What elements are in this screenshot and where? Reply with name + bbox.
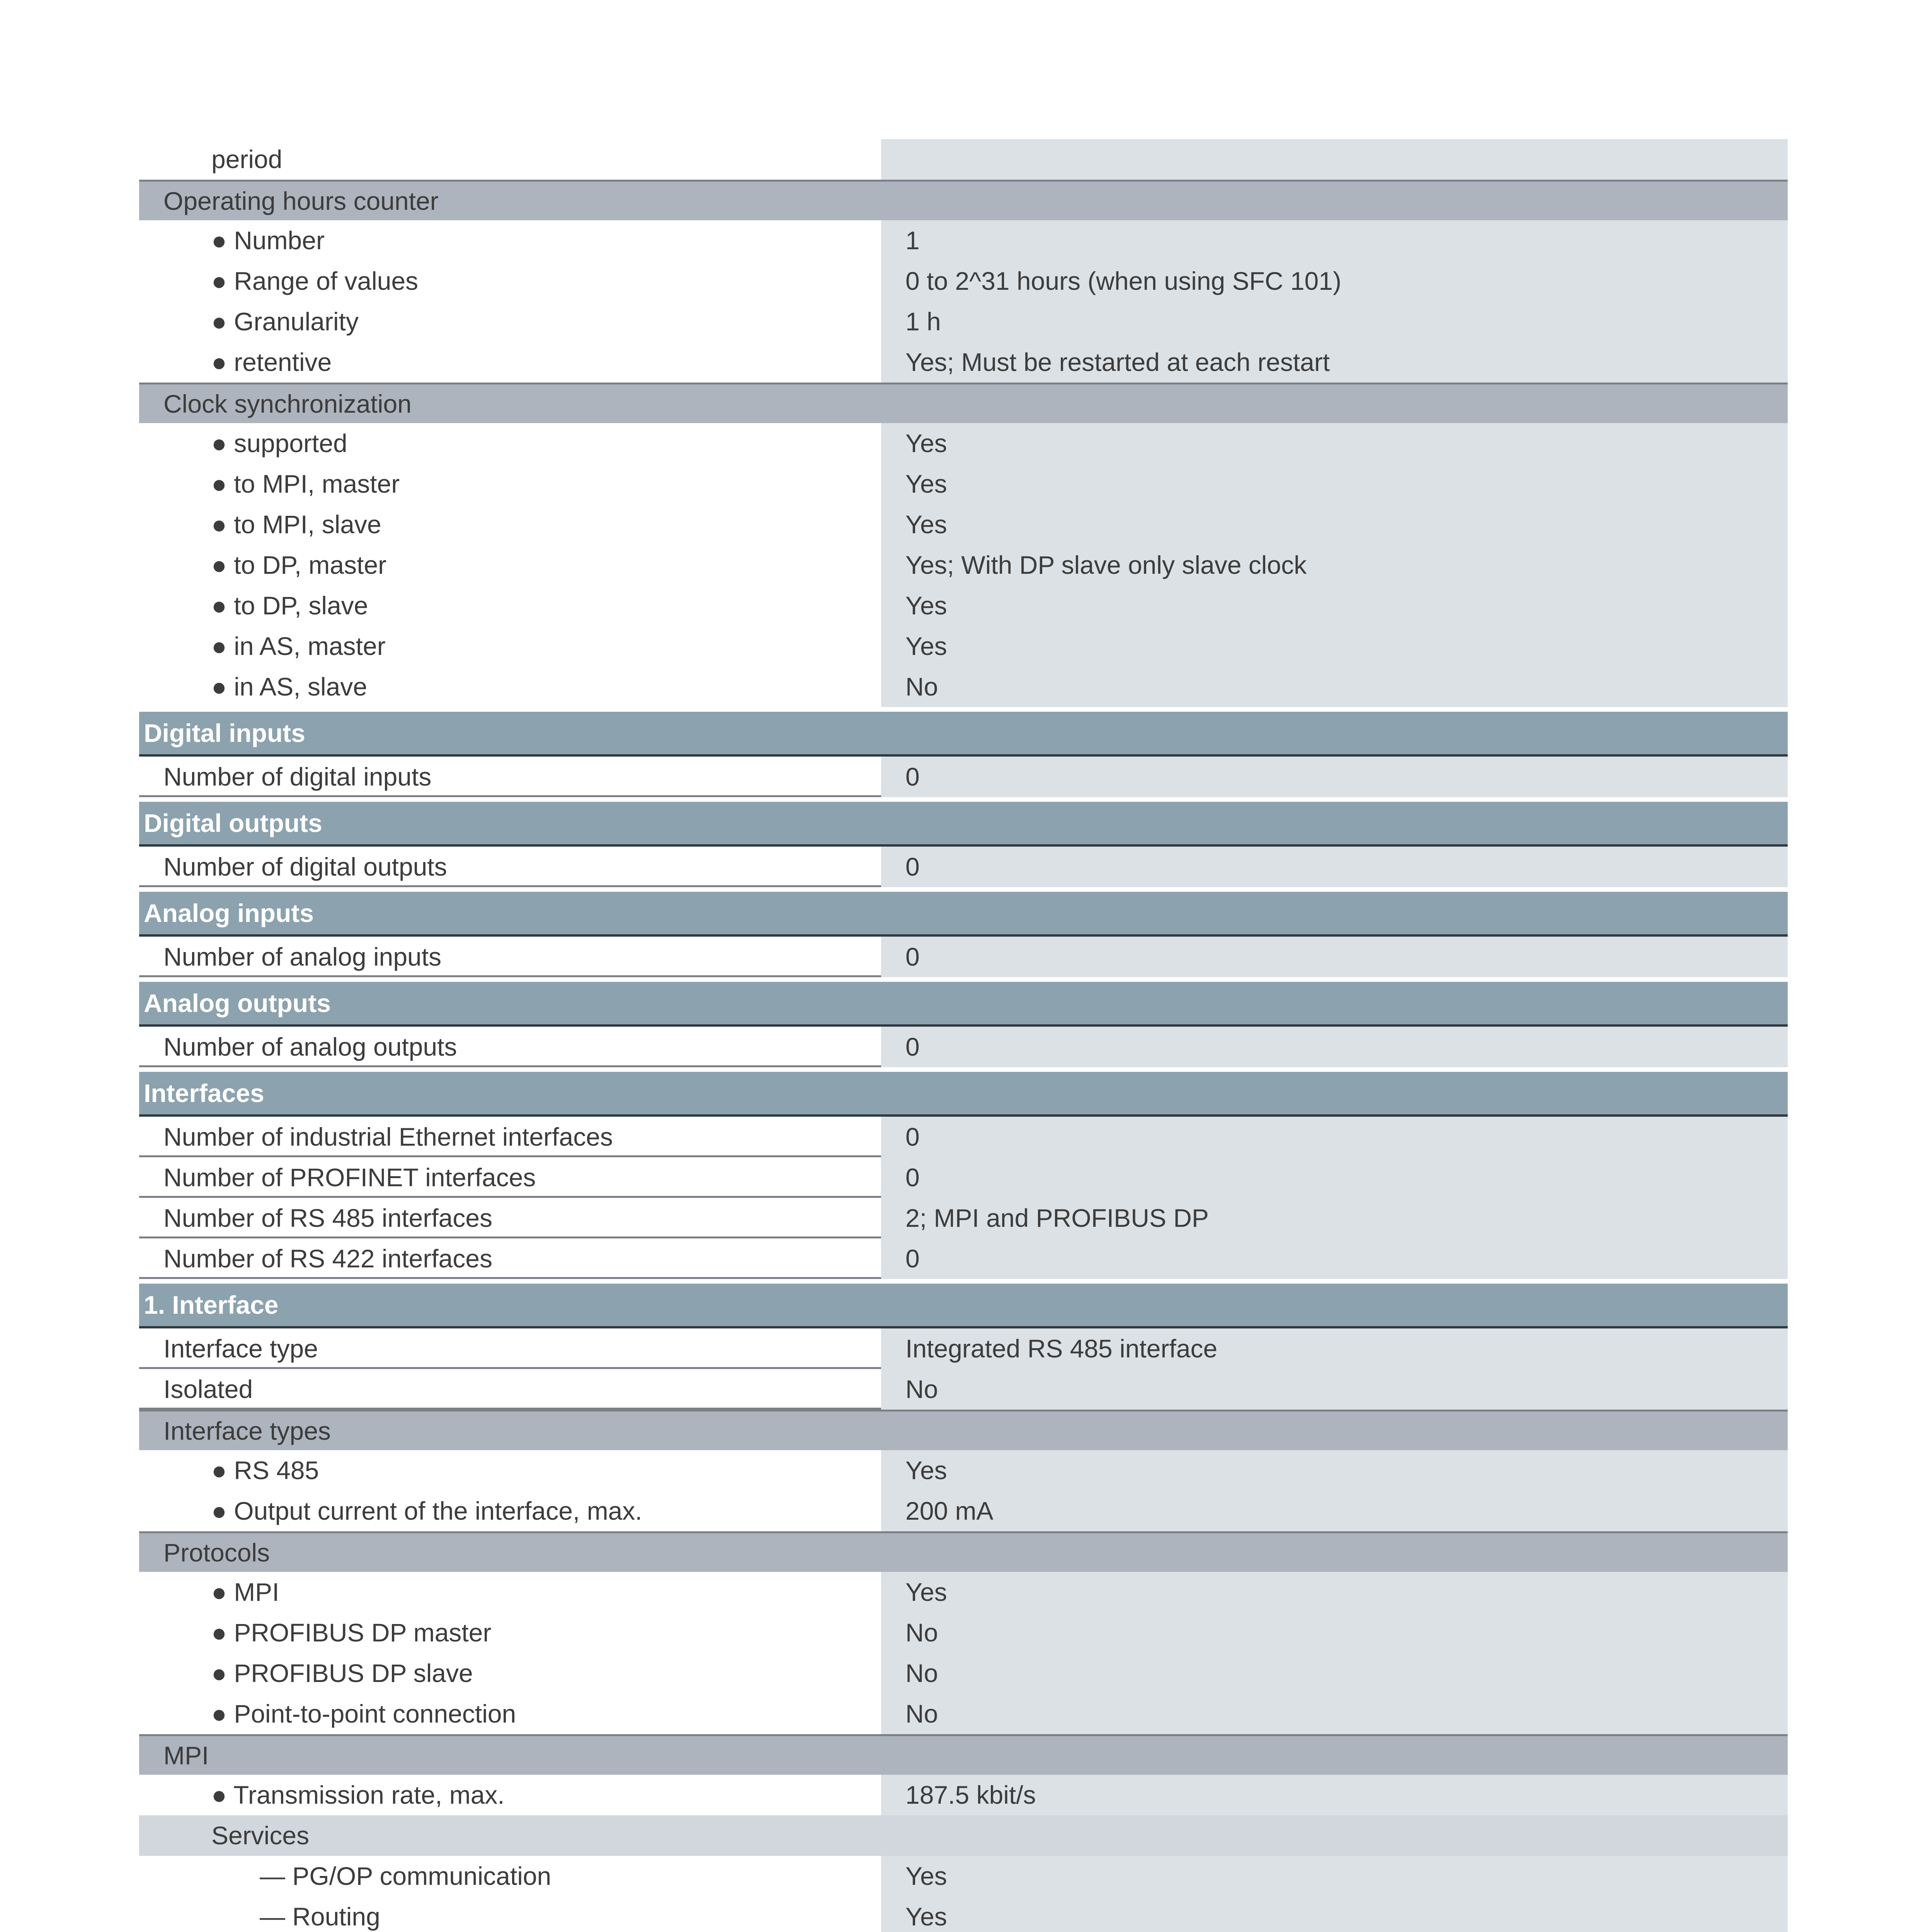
- spec-label: ● Point-to-point connection: [211, 1699, 516, 1728]
- spec-label: ● Granularity: [211, 307, 359, 336]
- spec-label: ● Transmission rate, max.: [211, 1781, 505, 1809]
- spec-label: — PG/OP communication: [260, 1862, 551, 1890]
- group-header: [139, 1815, 1788, 1856]
- section-header: [139, 982, 1788, 1027]
- spec-row: [139, 1491, 1788, 1531]
- spec-row: [139, 757, 1788, 797]
- spec-label: ● to MPI, slave: [211, 510, 381, 539]
- spec-label: ● PROFIBUS DP slave: [211, 1659, 473, 1687]
- group-header: [139, 1410, 1788, 1450]
- spec-label: Number of RS 422 interfaces: [139, 1238, 881, 1279]
- spec-value: [881, 1736, 1788, 1775]
- spec-label: ● to DP, master: [211, 551, 387, 579]
- spec-label: Number of digital outputs: [139, 847, 881, 887]
- group-header: [139, 1734, 1788, 1775]
- spec-value: No: [881, 1369, 1788, 1410]
- spec-label: Protocols: [139, 1533, 881, 1572]
- spec-row: [139, 301, 1788, 342]
- spec-row: [139, 423, 1788, 464]
- spec-value: 0: [881, 937, 1788, 977]
- section-header: [139, 1072, 1788, 1117]
- spec-value: 0: [881, 1238, 1788, 1279]
- spec-row: [139, 667, 1788, 707]
- spec-row: [139, 261, 1788, 301]
- spec-row: [139, 545, 1788, 585]
- spec-value: 0: [881, 1117, 1788, 1157]
- spec-row: [139, 1896, 1788, 1932]
- spec-row: [139, 1328, 1788, 1369]
- spec-row: [139, 1653, 1788, 1694]
- spec-value: 0: [881, 757, 1788, 797]
- spec-value: [881, 982, 1788, 1024]
- spec-label: ● in AS, slave: [211, 672, 368, 701]
- spec-row: [139, 1117, 1788, 1157]
- spec-value: 2; MPI and PROFIBUS DP: [881, 1198, 1788, 1238]
- spec-row: [139, 1572, 1788, 1612]
- spec-label: — Routing: [260, 1902, 380, 1931]
- spec-value: 1: [881, 220, 1788, 261]
- spec-value: Yes: [881, 1450, 1788, 1491]
- group-header: [139, 1531, 1788, 1572]
- spec-value: [881, 802, 1788, 844]
- section-header: [139, 712, 1788, 757]
- spec-value: Yes: [881, 1896, 1788, 1932]
- spec-row: [139, 1027, 1788, 1067]
- spec-label: ● supported: [211, 429, 347, 457]
- spec-row: [139, 847, 1788, 887]
- spec-label: Digital inputs: [139, 712, 881, 754]
- spec-label: Interfaces: [139, 1072, 881, 1114]
- spec-value: [881, 712, 1788, 754]
- spec-value: [881, 384, 1788, 423]
- spec-row: [139, 464, 1788, 504]
- spec-value: Yes: [881, 423, 1788, 464]
- spec-label: ● Output current of the interface, max.: [211, 1497, 642, 1525]
- spec-value: Yes: [881, 626, 1788, 667]
- spec-label: ● PROFIBUS DP master: [211, 1618, 492, 1647]
- spec-value: [881, 1072, 1788, 1114]
- spec-label: Services: [139, 1815, 881, 1856]
- spec-label: ● to MPI, master: [211, 469, 400, 498]
- spec-value: 0: [881, 847, 1788, 887]
- spec-label: Interface types: [139, 1412, 881, 1450]
- spec-value: [881, 1412, 1788, 1450]
- spec-row: [139, 139, 1788, 180]
- spec-label: Digital outputs: [139, 802, 881, 844]
- spec-value: [881, 1815, 1788, 1856]
- spec-label: Analog outputs: [139, 982, 881, 1024]
- spec-label: 1. Interface: [139, 1284, 881, 1326]
- spec-value: [881, 1533, 1788, 1572]
- spec-label: ● MPI: [211, 1578, 279, 1606]
- spec-row: [139, 585, 1788, 626]
- spec-label: Clock synchronization: [139, 384, 881, 423]
- spec-label: Number of digital inputs: [139, 757, 881, 797]
- spec-label: Number of PROFINET interfaces: [139, 1157, 881, 1198]
- spec-label: Operating hours counter: [139, 182, 881, 220]
- spec-value: No: [881, 1612, 1788, 1653]
- spec-label: ● to DP, slave: [211, 591, 368, 620]
- group-header: [139, 383, 1788, 423]
- spec-label: ● Number: [211, 226, 325, 255]
- group-header: [139, 180, 1788, 220]
- spec-value: 200 mA: [881, 1491, 1788, 1531]
- spec-value: [881, 1284, 1788, 1326]
- spec-row: [139, 626, 1788, 667]
- spec-row: [139, 1694, 1788, 1734]
- spec-label: Number of industrial Ethernet interfaces: [139, 1117, 881, 1157]
- spec-label: MPI: [139, 1736, 881, 1775]
- spec-value: Yes: [881, 1572, 1788, 1612]
- section-header: [139, 802, 1788, 847]
- spec-label: period: [211, 145, 282, 173]
- spec-value: Yes: [881, 504, 1788, 545]
- spec-label: Isolated: [139, 1369, 881, 1410]
- spec-value: [881, 182, 1788, 220]
- spec-row: [139, 1450, 1788, 1491]
- spec-value: 187.5 kbit/s: [881, 1775, 1788, 1815]
- spec-label: ● Range of values: [211, 267, 419, 295]
- spec-value: No: [881, 667, 1788, 707]
- spec-row: [139, 1238, 1788, 1279]
- spec-value: No: [881, 1653, 1788, 1694]
- spec-row: [139, 1157, 1788, 1198]
- spec-label: ● RS 485: [211, 1456, 319, 1485]
- spec-value: Yes; Must be restarted at each restart: [881, 342, 1788, 383]
- section-header: [139, 892, 1788, 937]
- spec-row: [139, 220, 1788, 261]
- spec-value: Yes: [881, 464, 1788, 504]
- spec-row: [139, 1369, 1788, 1410]
- spec-value: Integrated RS 485 interface: [881, 1328, 1788, 1369]
- spec-label: Number of analog outputs: [139, 1027, 881, 1067]
- spec-row: [139, 1775, 1788, 1815]
- spec-label: Interface type: [139, 1328, 881, 1369]
- spec-table: [139, 139, 1788, 1932]
- spec-label: ● in AS, master: [211, 632, 386, 660]
- spec-value: Yes; With DP slave only slave clock: [881, 545, 1788, 585]
- spec-value: 1 h: [881, 301, 1788, 342]
- spec-row: [139, 1612, 1788, 1653]
- spec-value: Yes: [881, 1856, 1788, 1896]
- spec-label: Number of RS 485 interfaces: [139, 1198, 881, 1238]
- spec-value: [881, 892, 1788, 934]
- spec-label: Number of analog inputs: [139, 937, 881, 977]
- section-header: [139, 1284, 1788, 1328]
- spec-value: [881, 139, 1788, 180]
- spec-row: [139, 1856, 1788, 1896]
- spec-label: ● retentive: [211, 348, 332, 376]
- spec-row: [139, 937, 1788, 977]
- spec-value: No: [881, 1694, 1788, 1734]
- spec-row: [139, 504, 1788, 545]
- spec-label: Analog inputs: [139, 892, 881, 934]
- spec-row: [139, 342, 1788, 383]
- spec-value: 0 to 2^31 hours (when using SFC 101): [881, 261, 1788, 301]
- spec-value: 0: [881, 1027, 1788, 1067]
- spec-value: Yes: [881, 585, 1788, 626]
- spec-value: 0: [881, 1157, 1788, 1198]
- spec-row: [139, 1198, 1788, 1238]
